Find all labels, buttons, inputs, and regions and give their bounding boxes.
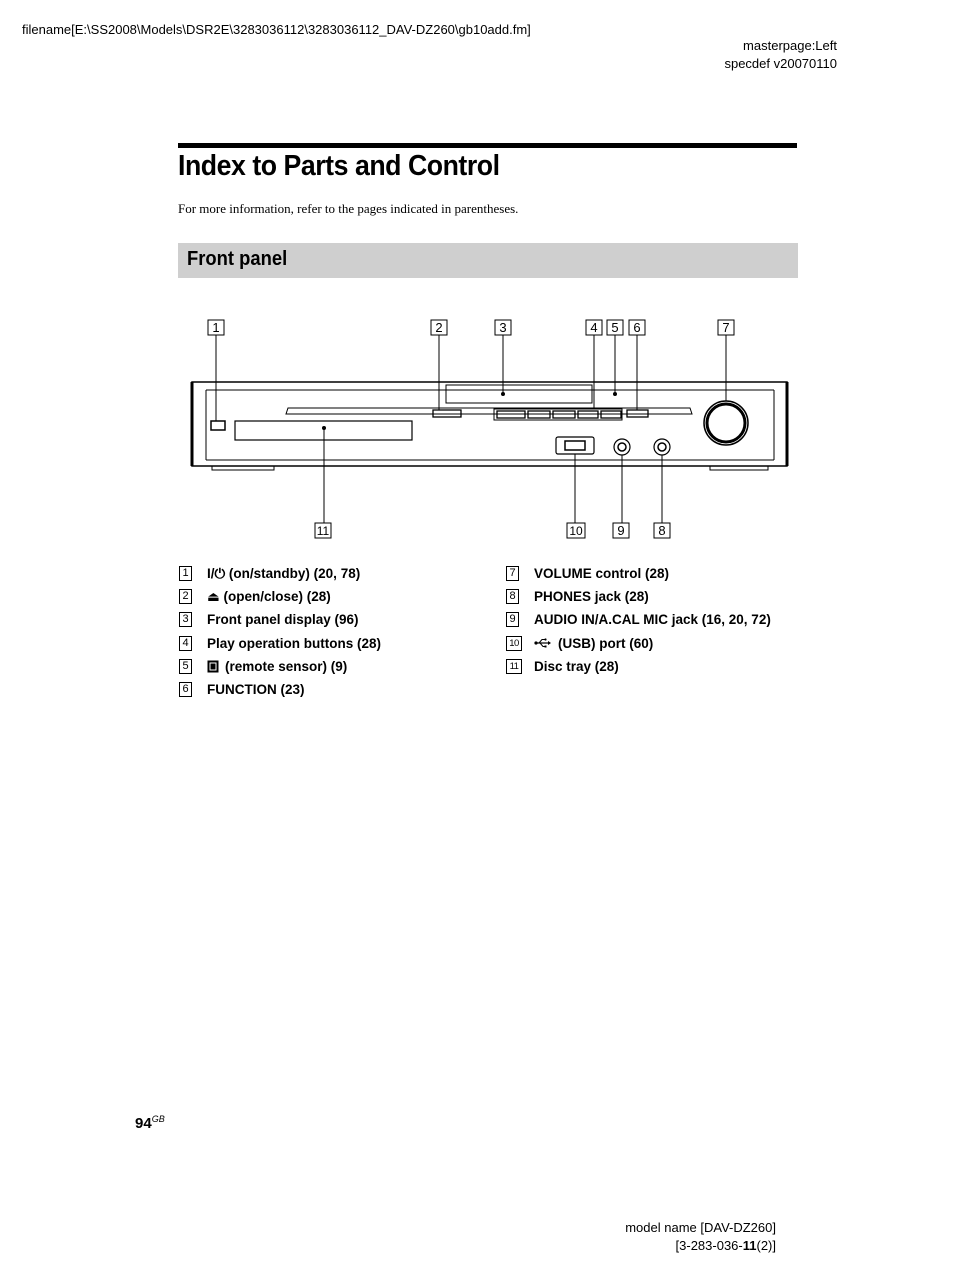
footer-code-suffix: (2)] <box>756 1238 776 1253</box>
item-number: 6 <box>179 682 192 697</box>
audio-in-jack <box>614 439 630 455</box>
section-band <box>178 243 798 278</box>
remote-sensor-icon <box>207 660 219 673</box>
title-rule <box>178 143 797 148</box>
intro-text: For more information, refer to the pages indicated in parentheses. <box>178 201 519 216</box>
item-label: PHONES jack (28) <box>534 589 649 605</box>
header-specdef: specdef v20070110 <box>724 56 837 71</box>
page-title: Index to Parts and Control <box>178 150 500 182</box>
item-number: 7 <box>506 566 519 581</box>
item-label: AUDIO IN/A.CAL MIC jack (16, 20, 72) <box>534 612 771 628</box>
item-number: 11 <box>506 659 522 674</box>
unit-body <box>192 382 787 466</box>
callout-9: 9 <box>617 523 625 538</box>
item-number: 1 <box>179 566 192 581</box>
item-label: (USB) port (60) <box>558 635 654 651</box>
item-label: Front panel display (96) <box>207 612 359 628</box>
header-meta <box>724 37 837 73</box>
footer-code-prefix: [3-283-036- <box>675 1238 743 1253</box>
item-number: 5 <box>179 659 192 674</box>
page-number <box>135 1114 165 1132</box>
usb-icon <box>534 638 552 648</box>
item-number: 9 <box>506 612 519 627</box>
callout-3: 3 <box>499 320 507 335</box>
callout-6: 6 <box>633 320 641 335</box>
callout-11: 11 <box>316 524 330 538</box>
section-title: Front panel <box>187 248 288 270</box>
item-label: ⏏ (open/close) (28) <box>207 588 331 604</box>
item-label: VOLUME control (28) <box>534 566 670 582</box>
page-number-suffix: GB <box>151 1114 165 1124</box>
item-label: I/⏻ (on/standby) (20, 78) <box>207 565 361 581</box>
callout-1: 1 <box>212 320 220 335</box>
list-item <box>179 608 381 631</box>
footer-code-bold: 11 <box>742 1238 757 1253</box>
list-item <box>179 632 381 655</box>
item-number: 3 <box>179 612 192 627</box>
usb-port <box>556 437 594 454</box>
header-masterpage: masterpage:Left <box>743 38 837 53</box>
phones-jack <box>654 439 670 455</box>
disc-slot <box>286 408 692 414</box>
item-label: FUNCTION (23) <box>207 682 305 698</box>
volume-knob <box>704 401 748 445</box>
page-number-value: 94 <box>135 1115 152 1132</box>
item-label: Disc tray (28) <box>534 658 619 674</box>
list-item <box>179 655 381 678</box>
display-window <box>446 385 592 403</box>
list-item <box>506 632 771 655</box>
header-filename: filename[E:\SS2008\Models\DSR2E\3283036112\3283036112_DAV-DZ260\gb10add.fm] <box>22 22 531 37</box>
list-item <box>506 608 771 631</box>
callout-5: 5 <box>611 320 619 335</box>
footer-code <box>625 1237 776 1255</box>
list-item <box>179 562 381 585</box>
item-label: (remote sensor) (9) <box>225 658 348 674</box>
item-number: 2 <box>179 589 192 604</box>
callout-7: 7 <box>722 320 730 335</box>
footer <box>625 1219 776 1255</box>
item-number: 10 <box>506 636 522 651</box>
callout-8: 8 <box>658 523 666 538</box>
parts-list-left <box>179 562 381 701</box>
list-item <box>506 655 771 678</box>
callout-2: 2 <box>435 320 443 335</box>
callout-10: 10 <box>569 524 583 538</box>
parts-list-right <box>506 562 771 678</box>
list-item <box>179 678 381 701</box>
footer-model-name: model name [DAV-DZ260] <box>625 1220 776 1235</box>
callout-4: 4 <box>590 320 598 335</box>
list-item <box>179 585 381 608</box>
power-button <box>211 421 225 430</box>
front-panel-diagram <box>178 310 798 550</box>
list-item <box>506 585 771 608</box>
item-number: 4 <box>179 636 192 651</box>
item-label: Play operation buttons (28) <box>207 635 382 651</box>
item-number: 8 <box>506 589 519 604</box>
list-item <box>506 562 771 585</box>
